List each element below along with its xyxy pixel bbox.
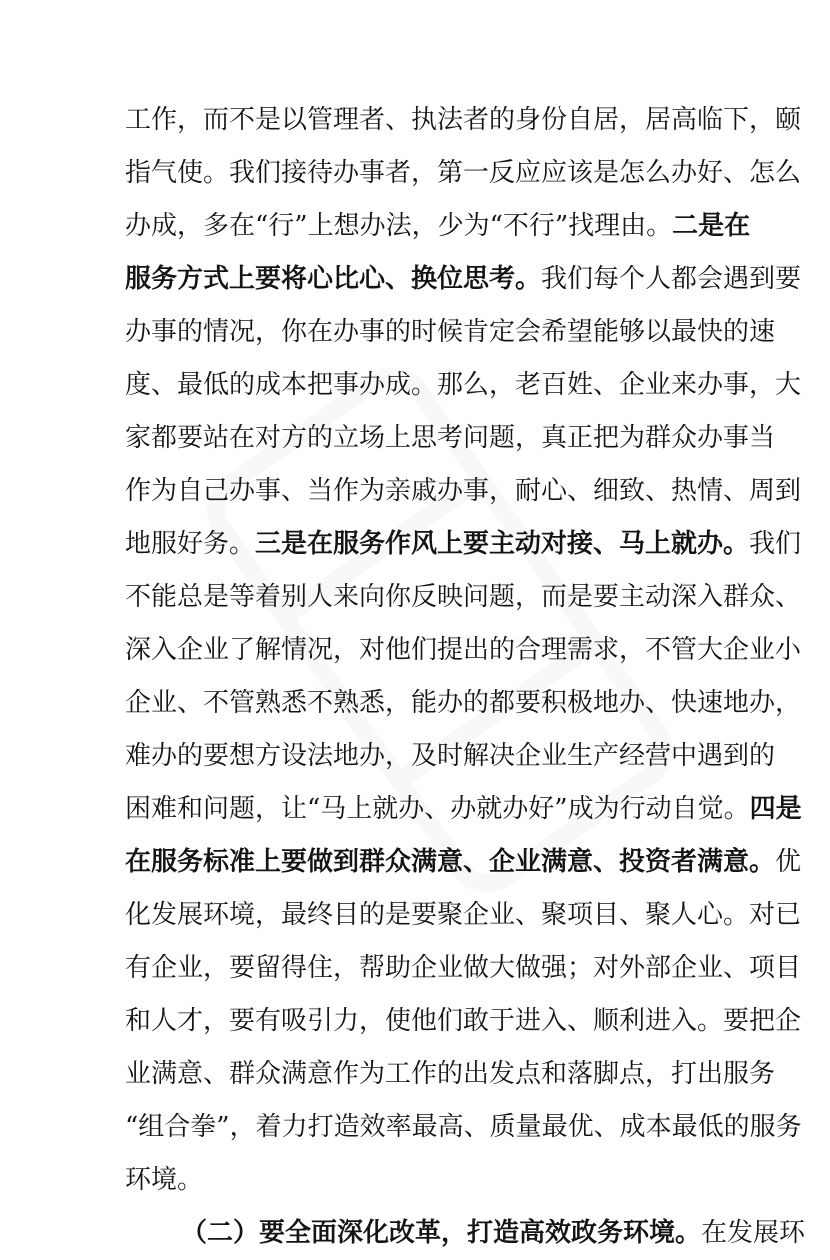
text-segment: 困难和问题，让“马上就办、办就办好”成为行动自觉。 xyxy=(125,794,750,824)
text-line xyxy=(125,1154,709,1207)
bold-text-segment: （二）要全面深化改革，打造高效政务环境。 xyxy=(181,1218,702,1248)
text-line xyxy=(125,889,802,942)
text-line xyxy=(125,730,776,783)
text-line xyxy=(125,359,802,412)
text-segment: 办事的情况，你在办事的时候肯定会希望能够以最快的速 xyxy=(125,317,776,347)
bold-text-segment: 三是在服务作风上要主动对接、马上就办。 xyxy=(255,529,750,559)
text-segment: 不能总是等着别人来向你反映问题，而是要主动深入群众、 xyxy=(125,582,802,612)
text-segment: “组合拳”，着力打造效率最高、质量最优、成本最低的服务 xyxy=(125,1112,802,1142)
text-segment: 家都要站在对方的立场上思考问题，真正把为群众办事当 xyxy=(125,423,776,453)
document-body xyxy=(125,94,806,1260)
text-line xyxy=(125,1207,806,1260)
text-segment: 业满意、群众满意作为工作的出发点和落脚点，打出服务 xyxy=(125,1059,776,1089)
text-segment: 深入企业了解情况，对他们提出的合理需求，不管大企业小 xyxy=(125,635,802,665)
text-line xyxy=(125,995,802,1048)
text-line xyxy=(125,783,802,836)
text-segment: 工作，而不是以管理者、执法者的身份自居，居高临下，颐 xyxy=(125,105,802,135)
text-segment: 办成，多在“行”上想办法，少为“不行”找理由。 xyxy=(125,211,673,241)
text-line xyxy=(125,253,802,306)
text-line xyxy=(125,1048,776,1101)
text-line xyxy=(125,942,802,995)
text-segment: 度、最低的成本把事办成。那么，老百姓、企业来办事，大 xyxy=(125,370,802,400)
text-segment: 我们 xyxy=(749,529,802,559)
text-segment: 环境。 xyxy=(125,1165,204,1195)
bold-text-segment: 服务方式上要将心比心、换位思考。 xyxy=(125,264,542,294)
text-line xyxy=(125,147,802,200)
text-segment: 优 xyxy=(775,847,802,877)
text-line xyxy=(125,677,802,730)
text-line xyxy=(125,1101,802,1154)
text-segment: 难办的要想方设法地办，及时解决企业生产经营中遇到的 xyxy=(125,741,776,771)
text-segment: 企业、不管熟悉不熟悉，能办的都要积极地办、快速地办， xyxy=(125,688,802,718)
text-segment: 我们每个人都会遇到要 xyxy=(541,264,802,294)
text-line xyxy=(125,306,776,359)
text-line xyxy=(125,571,802,624)
text-segment: 化发展环境，最终目的是要聚企业、聚项目、聚人心。对已 xyxy=(125,900,802,930)
text-line xyxy=(125,465,802,518)
text-segment: 有企业，要留得住，帮助企业做大做强；对外部企业、项目 xyxy=(125,953,802,983)
bold-text-segment: 在服务标准上要做到群众满意、企业满意、投资者满意。 xyxy=(125,847,776,877)
text-line xyxy=(125,412,776,465)
text-line xyxy=(125,94,802,147)
text-line xyxy=(125,200,751,253)
text-segment: 和人才，要有吸引力，使他们敢于进入、顺利进入。要把企 xyxy=(125,1006,802,1036)
text-segment: 指气使。我们接待办事者，第一反应应该是怎么办好、怎么 xyxy=(125,158,802,188)
text-line xyxy=(125,836,802,889)
bold-text-segment: 四是 xyxy=(749,794,802,824)
text-segment: 地服好务。 xyxy=(125,529,256,559)
text-line xyxy=(125,518,802,571)
text-line xyxy=(125,624,802,677)
bold-text-segment: 二是在 xyxy=(672,211,751,241)
text-segment: 在发展环 xyxy=(701,1218,806,1248)
text-segment: 作为自己办事、当作为亲戚办事，耐心、细致、热情、周到 xyxy=(125,476,802,506)
